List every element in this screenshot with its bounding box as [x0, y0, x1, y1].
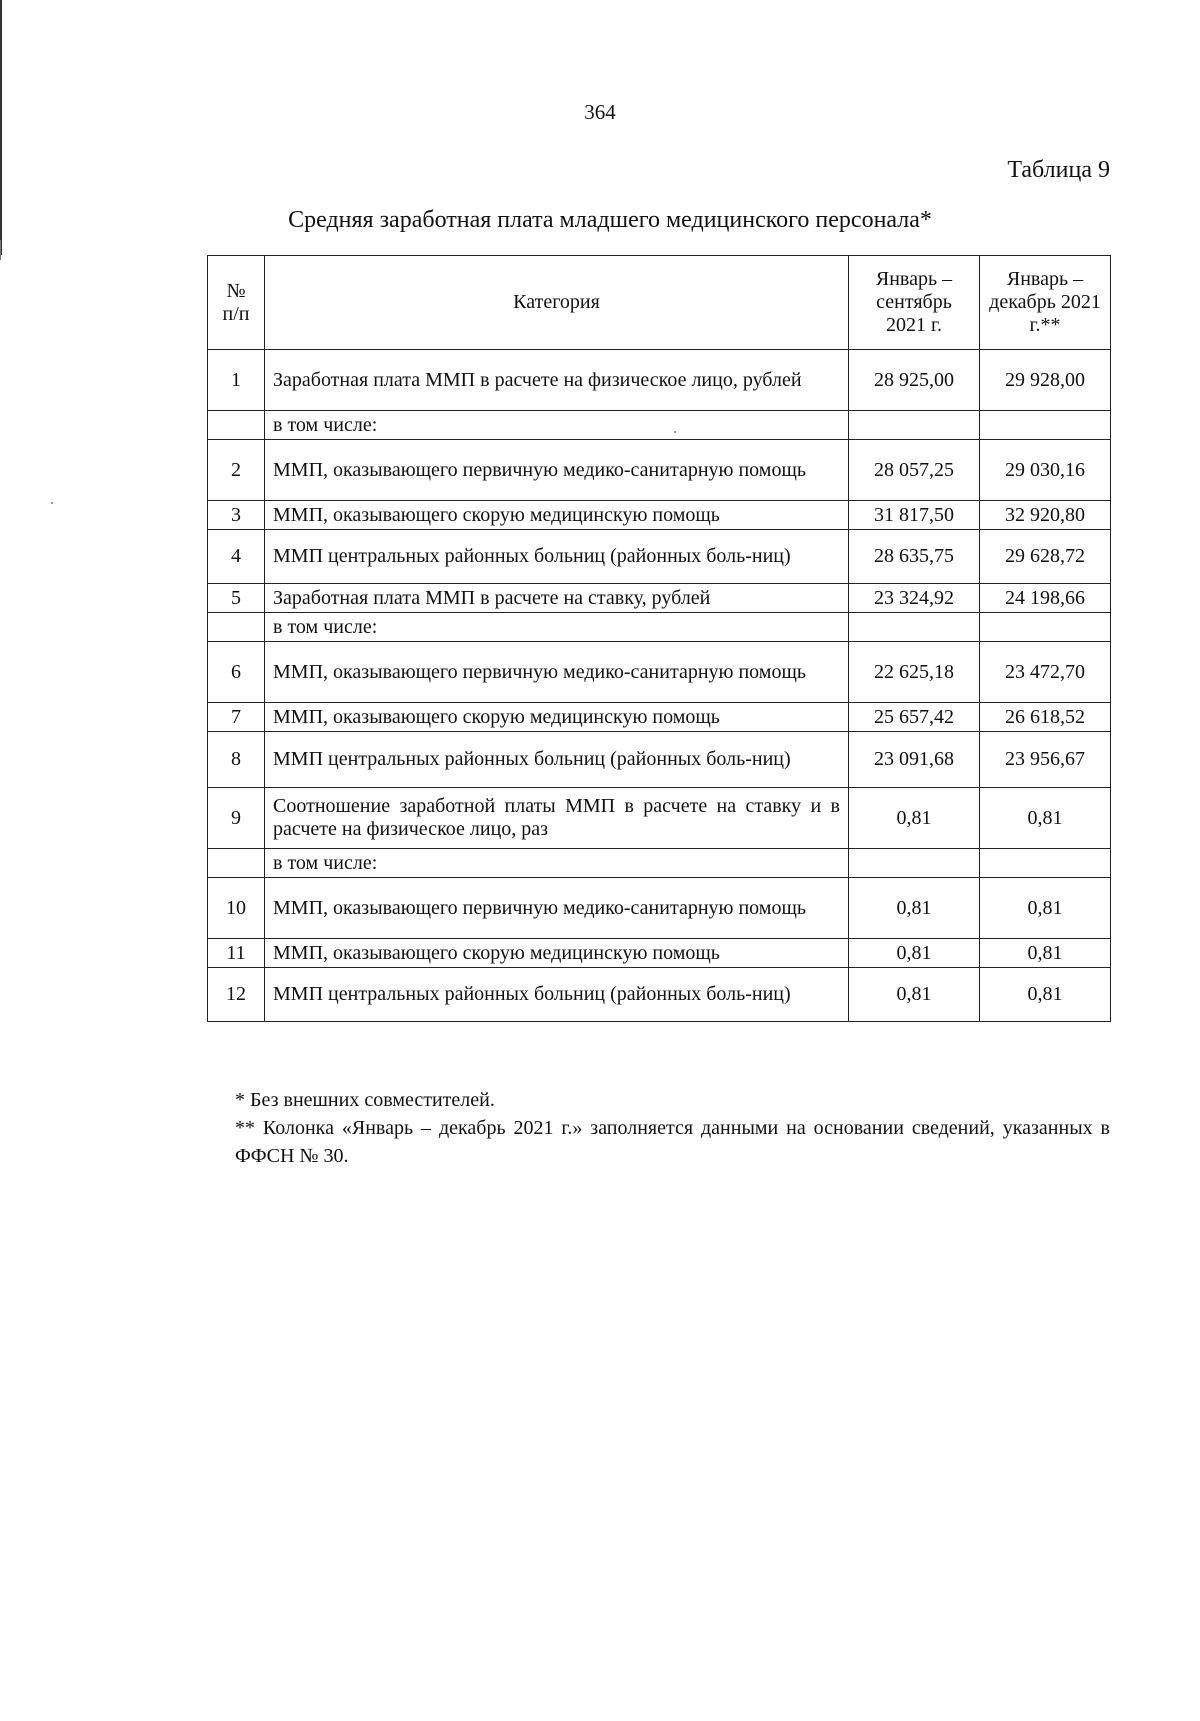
salary-table: [207, 255, 1111, 1022]
row-value-jan-dec: 0,81: [980, 939, 1111, 968]
row-value-jan-sep: [849, 849, 980, 878]
row-number: 4: [208, 530, 265, 584]
row-number: [208, 613, 265, 642]
row-number: 5: [208, 584, 265, 613]
row-value-jan-dec: 29 928,00: [980, 350, 1111, 411]
row-value-jan-dec: 26 618,52: [980, 703, 1111, 732]
row-category: ММП, оказывающего скорую медицинскую помощь: [265, 939, 849, 968]
row-category: ММП, оказывающего скорую медицинскую помощь: [265, 501, 849, 530]
row-category: ММП, оказывающего первичную медико-санитарную помощь: [265, 642, 849, 703]
row-value-jan-sep: [849, 411, 980, 440]
row-number: [208, 411, 265, 440]
row-number: 9: [208, 788, 265, 849]
row-category: ММП центральных районных больниц (районных боль-ниц): [265, 732, 849, 788]
table-row: [208, 411, 1111, 440]
table-row: [208, 440, 1111, 501]
row-value-jan-dec: 32 920,80: [980, 501, 1111, 530]
page-number: 364: [584, 100, 616, 124]
row-number: 11: [208, 939, 265, 968]
row-value-jan-sep: 0,81: [849, 939, 980, 968]
table-row: [208, 642, 1111, 703]
row-number: 12: [208, 968, 265, 1022]
row-category: ММП, оказывающего первичную медико-санитарную помощь: [265, 878, 849, 939]
table-header-row: [208, 256, 1111, 350]
footnote-2: ** Колонка «Январь – декабрь 2021 г.» заполняется данными на основании сведений, указанных в ФФСН № 30.: [235, 1117, 1110, 1167]
row-category: в том числе:: [265, 411, 849, 440]
row-value-jan-dec: 0,81: [980, 878, 1111, 939]
row-value-jan-dec: [980, 849, 1111, 878]
row-category: Заработная плата ММП в расчете на ставку, рублей: [265, 584, 849, 613]
row-number: 6: [208, 642, 265, 703]
header-jan-dec: Январь – декабрь 2021 г.**: [980, 256, 1111, 350]
row-value-jan-dec: 29 030,16: [980, 440, 1111, 501]
table-row: [208, 732, 1111, 788]
table-row: [208, 501, 1111, 530]
row-value-jan-dec: 29 628,72: [980, 530, 1111, 584]
table-row: [208, 939, 1111, 968]
row-value-jan-sep: 28 057,25: [849, 440, 980, 501]
row-category: ММП центральных районных больниц (районных боль-ниц): [265, 530, 849, 584]
table-row: [208, 613, 1111, 642]
row-value-jan-sep: 31 817,50: [849, 501, 980, 530]
header-category: Категория: [265, 256, 849, 350]
scan-speck: [51, 502, 53, 504]
scan-edge: [0, 240, 1, 260]
table-row: [208, 584, 1111, 613]
row-value-jan-sep: 0,81: [849, 968, 980, 1022]
table-label: Таблица 9: [1007, 157, 1110, 183]
table-row: [208, 530, 1111, 584]
table-row: [208, 878, 1111, 939]
row-category: в том числе:: [265, 613, 849, 642]
row-value-jan-sep: 28 925,00: [849, 350, 980, 411]
row-value-jan-dec: 23 472,70: [980, 642, 1111, 703]
table-row: [208, 849, 1111, 878]
footnotes: [207, 1086, 1110, 1170]
row-category: ММП, оказывающего скорую медицинскую помощь: [265, 703, 849, 732]
footnote-1: * Без внешних совместителей.: [235, 1089, 495, 1111]
row-value-jan-sep: 28 635,75: [849, 530, 980, 584]
table-row: [208, 788, 1111, 849]
row-value-jan-sep: 23 324,92: [849, 584, 980, 613]
row-value-jan-sep: [849, 613, 980, 642]
row-category: в том числе:: [265, 849, 849, 878]
row-value-jan-sep: 0,81: [849, 788, 980, 849]
row-value-jan-dec: [980, 613, 1111, 642]
row-number: [208, 849, 265, 878]
row-number: 3: [208, 501, 265, 530]
row-category: ММП, оказывающего первичную медико-санитарную помощь: [265, 440, 849, 501]
row-number: 2: [208, 440, 265, 501]
row-value-jan-dec: 0,81: [980, 788, 1111, 849]
row-category: Заработная плата ММП в расчете на физическое лицо, рублей: [265, 350, 849, 411]
row-value-jan-sep: 0,81: [849, 878, 980, 939]
row-number: 1: [208, 350, 265, 411]
table-row: [208, 350, 1111, 411]
row-value-jan-dec: 23 956,67: [980, 732, 1111, 788]
row-value-jan-dec: 24 198,66: [980, 584, 1111, 613]
table-title: Средняя заработная плата младшего медицинского персонала*: [288, 207, 932, 233]
header-num: № п/п: [208, 256, 265, 350]
row-number: 10: [208, 878, 265, 939]
header-jan-sep: Январь – сентябрь 2021 г.: [849, 256, 980, 350]
row-value-jan-sep: 25 657,42: [849, 703, 980, 732]
row-number: 7: [208, 703, 265, 732]
row-category: Соотношение заработной платы ММП в расчете на ставку и в расчете на физическое лицо, раз: [265, 788, 849, 849]
table-row: [208, 968, 1111, 1022]
row-value-jan-sep: 22 625,18: [849, 642, 980, 703]
row-value-jan-dec: 0,81: [980, 968, 1111, 1022]
row-value-jan-dec: [980, 411, 1111, 440]
row-value-jan-sep: 23 091,68: [849, 732, 980, 788]
row-category: ММП центральных районных больниц (районных боль-ниц): [265, 968, 849, 1022]
row-number: 8: [208, 732, 265, 788]
table-row: [208, 703, 1111, 732]
